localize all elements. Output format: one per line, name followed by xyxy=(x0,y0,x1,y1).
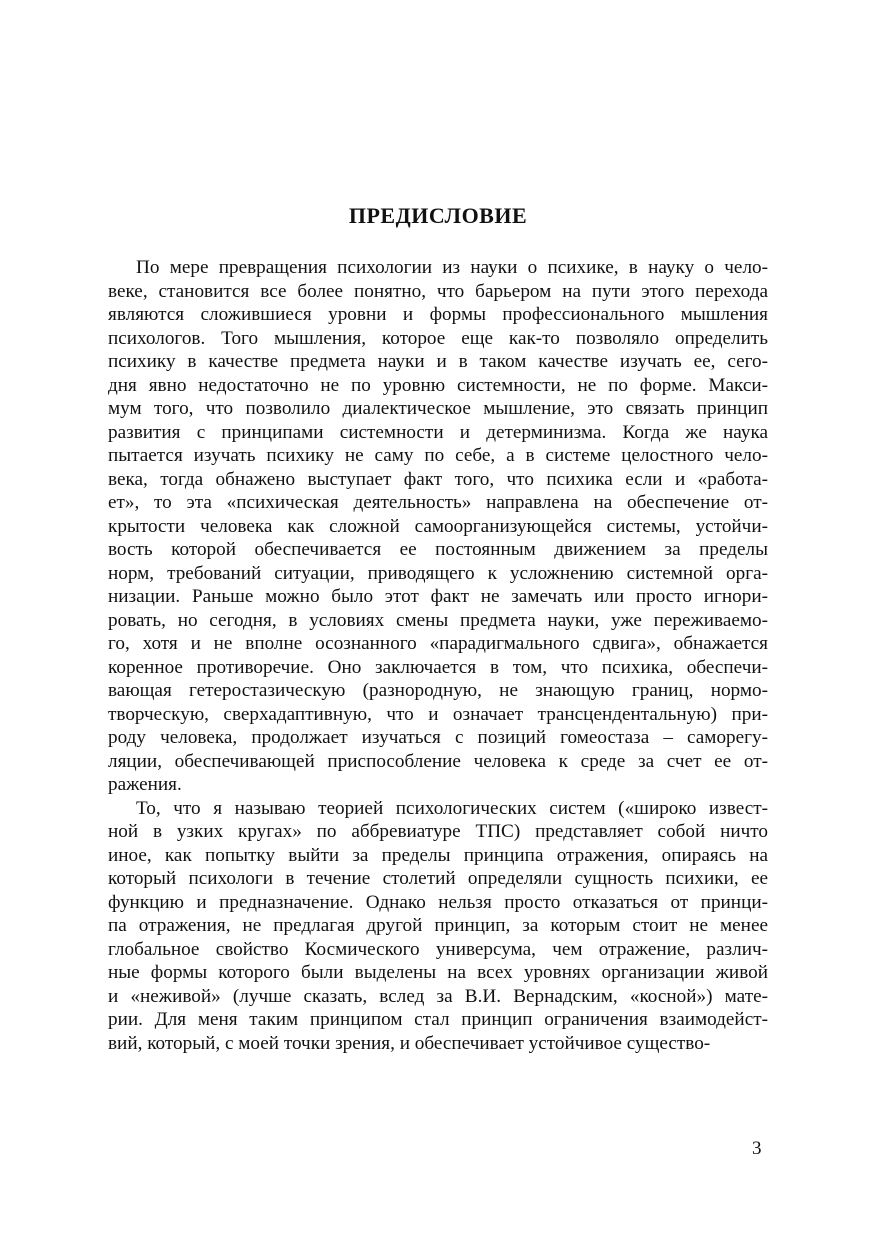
text-line: психику в качестве предмета науки и в таком качестве изучать ее, сего- xyxy=(108,351,768,372)
text-line: являются сложившиеся уровни и формы профессионального мышления xyxy=(108,304,768,325)
text-line: ляции, обеспечивающей приспособление человека к среде за счет ее от- xyxy=(108,750,768,772)
text-line: го, хотя и не вполне осознанного «парадигмального сдвига», обнажается xyxy=(108,633,768,654)
text-line: творческую, сверхадаптивную, что и означает трансцендентальную) при- xyxy=(108,703,768,725)
text-line: функцию и предназначение. Однако нельзя просто отказаться от принци- xyxy=(108,891,768,913)
text-line: крытости человека как сложной самоорганизующейся системы, устойчи- xyxy=(108,515,768,537)
paragraph xyxy=(108,797,768,1056)
text-line: века, тогда обнажено выступает факт того, что психика если и «работа- xyxy=(108,468,768,490)
text-line: па отражения, не предлагая другой принцип, за которым стоит не менее xyxy=(108,915,768,936)
page-title: ПРЕДИСЛОВИЕ xyxy=(348,203,528,228)
paragraph xyxy=(108,256,768,797)
text-line: дня явно недостаточно не по уровню системности, не по форме. Макси- xyxy=(108,374,768,396)
text-line: То, что я называю теорией психологических систем («широко извест- xyxy=(136,797,768,819)
text-line: веке, становится все более понятно, что барьером на пути этого перехода xyxy=(108,280,768,302)
text-line: психологов. Того мышления, которое еще как-то позволяло определить xyxy=(108,327,768,349)
text-line: ражения. xyxy=(108,774,182,795)
text-line: коренное противоречие. Оно заключается в том, что психика, обеспечи- xyxy=(108,656,768,678)
text-line: роду человека, продолжает изучаться с позиций гомеостаза – саморегу- xyxy=(108,727,768,748)
text-line: и «неживой» (лучше сказать, вслед за В.И. Вернадским, «косной») мате- xyxy=(108,985,768,1007)
text-line: иное, как попытку выйти за пределы принципа отражения, опираясь на xyxy=(108,844,768,866)
text-line: По мере превращения психологии из науки о психике, в науку о чело- xyxy=(136,257,768,278)
text-line: низации. Раньше можно было этот факт не замечать или просто игнори- xyxy=(108,586,768,607)
text-line: пытается изучать психику не саму по себе, а в системе целостного чело- xyxy=(108,445,768,466)
text-line: норм, требований ситуации, приводящего к усложнению системной орга- xyxy=(108,562,768,584)
text-line: который психологи в течение столетий определяли сущность психики, ее xyxy=(108,868,768,889)
text-line: развития с принципами системности и детерминизма. Когда же наука xyxy=(108,421,768,443)
text-line: вающая гетеростазическую (разнородную, не знающую границ, нормо- xyxy=(108,680,768,701)
body-text xyxy=(108,256,768,1055)
paragraph-container xyxy=(108,256,768,1055)
text-line: рии. Для меня таким принципом стал принцип ограничения взаимодейст- xyxy=(108,1009,768,1030)
page-number: 3 xyxy=(752,1138,762,1159)
text-line: глобальное свойство Космического универсума, чем отражение, различ- xyxy=(108,938,768,960)
text-line: вий, который, с моей точки зрения, и обеспечивает устойчивое существо- xyxy=(108,1032,711,1054)
text-line: ной в узких кругах» по аббревиатуре ТПС) представляет собой ничто xyxy=(108,821,768,842)
text-line: ет», то эта «психическая деятельность» направлена на обеспечение от- xyxy=(108,492,768,513)
text-line: ровать, но сегодня, в условиях смены предмета науки, уже переживаемо- xyxy=(108,609,768,631)
text-line: мум того, что позволило диалектическое мышление, это связать принцип xyxy=(108,398,768,419)
text-line: ные формы которого были выделены на всех уровнях организации живой xyxy=(108,962,768,983)
text-line: вость которой обеспечивается ее постоянным движением за пределы xyxy=(108,539,768,560)
